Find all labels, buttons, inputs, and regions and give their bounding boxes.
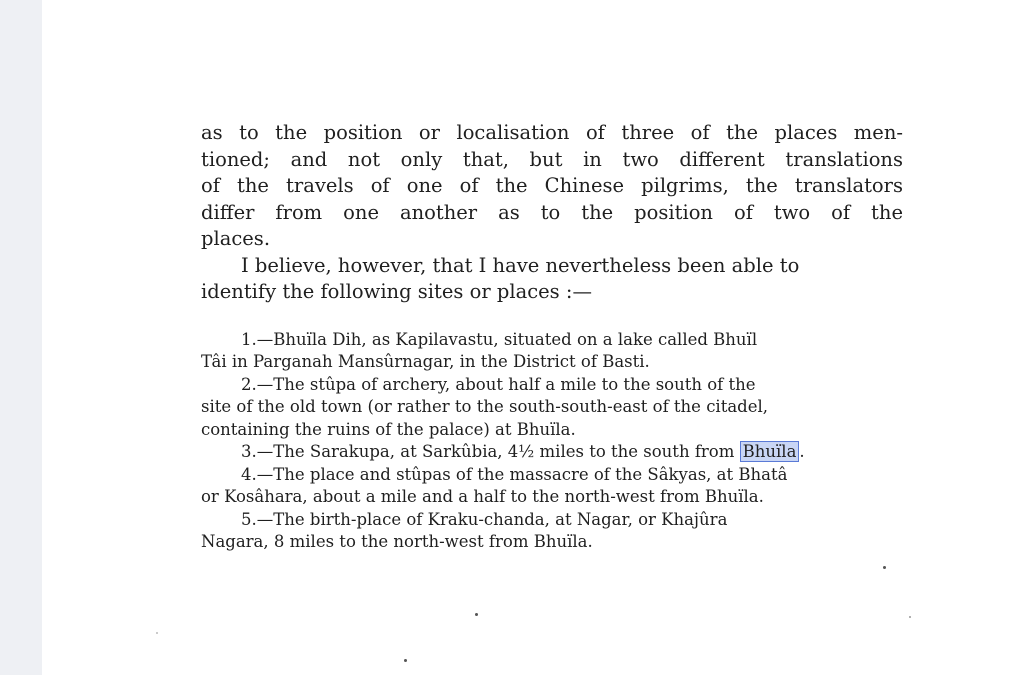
selected-word-highlight[interactable]: Bhuïla <box>740 441 800 462</box>
scan-speck <box>475 613 478 616</box>
scan-speck <box>404 659 407 662</box>
text-line: 2.—The stûpa of archery, about half a mile to the south of the <box>241 374 756 394</box>
list-item <box>201 509 903 554</box>
document-text <box>201 120 903 554</box>
list-item <box>201 441 903 464</box>
text-line: I believe, however, that I have nevertheless been able to <box>241 253 800 277</box>
left-margin-band <box>0 0 42 675</box>
text-line: containing the ruins of the palace) at Bhuïla. <box>201 419 576 439</box>
text-line: site of the old town (or rather to the south-south-east of the citadel, <box>201 397 769 416</box>
text-line <box>201 441 903 464</box>
text-line: as to the position or localisation of three of the places men- <box>201 121 903 144</box>
text-segment: . <box>799 442 805 461</box>
paragraph-1 <box>201 120 903 253</box>
text-line: Tâi in Parganah Mansûrnagar, in the District of Basti. <box>201 352 650 371</box>
text-line: differ from one another as to the position of two of the <box>201 200 903 224</box>
text-line: 1.—Bhuïla Dih, as Kapilavastu, situated on a lake called Bhuïl <box>241 329 758 349</box>
text-line: 5.—The birth-place of Kraku-chanda, at Nagar, or Khajûra <box>241 509 728 529</box>
scan-speck <box>909 616 911 618</box>
scan-speck <box>156 632 158 634</box>
text-line: places. <box>201 227 271 250</box>
list-item <box>201 464 903 509</box>
text-line: of the travels of one of the Chinese pilgrims, the translators <box>201 174 903 197</box>
text-line: or Kosâhara, about a mile and a half to the north-west from Bhuïla. <box>201 487 764 506</box>
list-item <box>201 374 903 442</box>
text-line: identify the following sites or places :— <box>201 280 592 303</box>
text-line: tioned; and not only that, but in two different translations <box>201 147 903 171</box>
text-line: 4.—The place and stûpas of the massacre of the Sâkyas, at Bhatâ <box>241 464 788 484</box>
text-segment: 3.—The Sarakupa, at Sarkûbia, 4½ miles to the south from <box>241 442 740 461</box>
list-item <box>201 329 903 374</box>
site-list <box>201 329 903 554</box>
paragraph-2 <box>201 253 903 306</box>
text-line: Nagara, 8 miles to the north-west from Bhuïla. <box>201 532 593 551</box>
scan-speck <box>883 566 886 569</box>
